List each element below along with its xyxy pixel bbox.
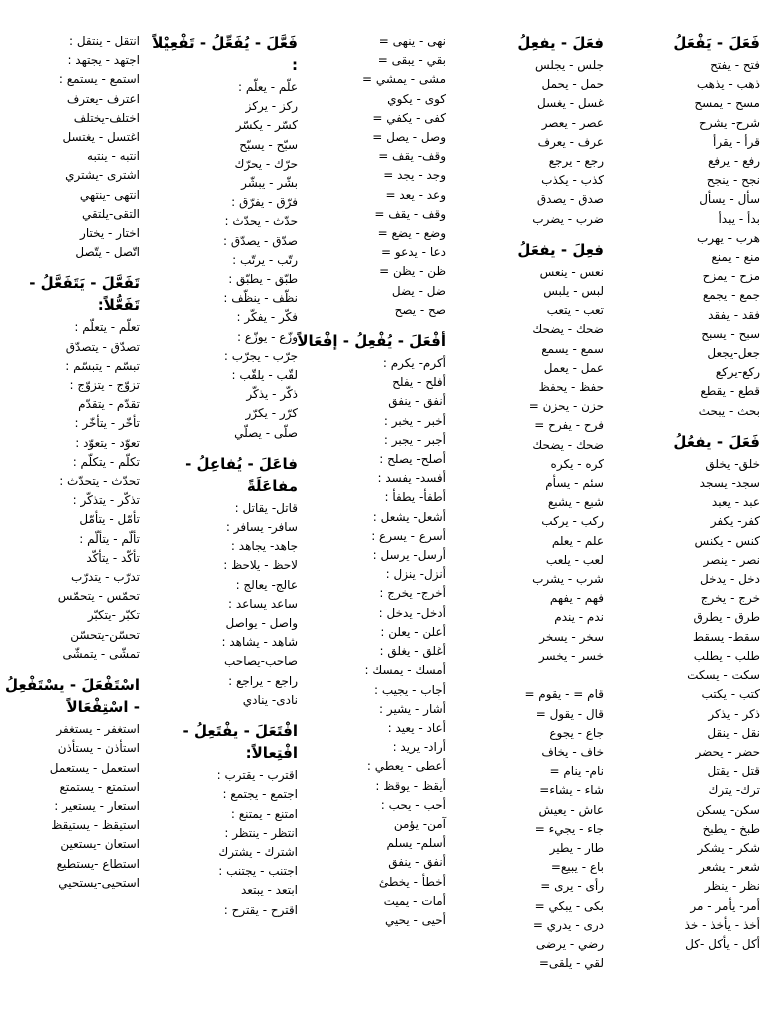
verb-pair: فتح - يفتح bbox=[710, 58, 760, 72]
verb-pair: شعر - يشعر bbox=[699, 860, 760, 875]
verb-pair: تأخّر - يتأخّر : bbox=[74, 416, 140, 431]
verb-pair: خاف - يخاف bbox=[541, 744, 604, 759]
verb-pair: نظر - ينظر bbox=[704, 879, 760, 894]
verb-pair: ساعد يساعد : bbox=[227, 596, 298, 611]
verb-pair: كفر- يكفر bbox=[710, 514, 760, 529]
verb-pair: تعلّم - يتعلّم : bbox=[74, 320, 140, 335]
verb-pair: عمل - يعمل bbox=[543, 360, 604, 375]
verb-pair: لعب - يلعب bbox=[545, 552, 604, 567]
verb-pair: حمل - يحمل bbox=[541, 77, 604, 92]
verb-pair: جلس - يجلس bbox=[534, 58, 604, 72]
verb-pair: أسرع - يسرع : bbox=[371, 528, 446, 543]
verb-pair: ظن - يظن = bbox=[379, 264, 446, 279]
verb-pair: قطع - يقطع bbox=[700, 384, 760, 399]
verb-pair: حفظ - يحفظ bbox=[538, 380, 604, 395]
verb-pair: قتل - يقتل bbox=[707, 764, 760, 779]
verb-pair: اجتنب - يجتنب : bbox=[218, 864, 298, 879]
verb-pair: أفسد- يفسد : bbox=[377, 471, 446, 486]
verb-pair: اجتهد - يجتهد : bbox=[67, 53, 140, 68]
verb-pair: فهم - يفهم bbox=[549, 591, 604, 606]
verb-pair: نظّف - ينظّف : bbox=[223, 291, 298, 306]
verb-pair: سخر - يسخر bbox=[539, 629, 604, 644]
verb-pattern-section bbox=[454, 32, 604, 229]
verb-pair: كنس - يكنس bbox=[694, 533, 760, 548]
verb-pair: اشترى -يشتري bbox=[65, 168, 140, 183]
verb-pair: مزح - يمزح bbox=[702, 269, 760, 284]
verb-pair: نصر - ينصر bbox=[703, 552, 760, 567]
verb-pair: تقدّم - يتقدّم bbox=[78, 397, 140, 412]
verb-pair: صدق - يصدق bbox=[536, 192, 604, 207]
verb-pair: أكرم- يكرم : bbox=[382, 356, 446, 371]
verb-pair: استمع - يستمع : bbox=[58, 72, 140, 87]
verb-pair: تصدّق - يتصدّق bbox=[65, 339, 140, 354]
verb-pair: نعس - ينعس bbox=[539, 264, 604, 279]
verb-pair: أخرج- يخرج : bbox=[379, 586, 446, 601]
column-2 bbox=[454, 32, 604, 983]
verb-pair: امتنع - يمتنع : bbox=[230, 806, 298, 821]
verb-pair: بقي - يبقى = bbox=[377, 53, 446, 68]
verb-pattern-section bbox=[296, 330, 446, 930]
verb-pair: استغفر - يستغفر bbox=[56, 722, 140, 737]
verb-pair: نجح - ينجح bbox=[706, 173, 760, 188]
verb-pair: أمسك - يمسك : bbox=[364, 663, 446, 678]
verb-pair: كفى - يكفي = bbox=[372, 110, 446, 125]
verb-pair: جاع - يجوع bbox=[549, 725, 604, 740]
verb-pair: هرب - يهرب bbox=[697, 230, 760, 245]
verb-pair: ذهب - يذهب bbox=[696, 77, 760, 92]
verb-pair: أفلح - يفلح bbox=[392, 375, 446, 390]
verb-pair: أنفق - ينفق bbox=[388, 394, 446, 409]
verb-pair: بكى - يبكي = bbox=[534, 898, 604, 913]
verb-pair: شاهد - يشاهد : bbox=[221, 635, 298, 650]
verb-pair: ندم - يندم bbox=[554, 610, 604, 625]
verb-pair: وزّع - يوزّع : bbox=[236, 329, 298, 344]
column-1 bbox=[610, 32, 760, 964]
verb-pair: ضرب - يضرب bbox=[532, 211, 604, 226]
verb-pair: سبح - يسبح bbox=[701, 326, 760, 341]
verb-pair: عصر - يعصر bbox=[541, 115, 604, 130]
verb-pair: صح - يصح bbox=[394, 302, 446, 317]
verb-pair: علّم - يعلّم : bbox=[237, 80, 298, 94]
verb-pair: سكت - يسكت bbox=[687, 668, 760, 683]
verb-pair: لقّب - يلقّب : bbox=[231, 368, 298, 383]
verb-pair: صاحب-يصاحب bbox=[224, 654, 298, 669]
verb-pair: باع - يبيع= bbox=[550, 860, 604, 875]
verb-pair: اقترب - يقترب : bbox=[216, 768, 298, 783]
pattern-heading: اسْتَفْعَلَ - يسْتَفْعِلُ - اسْتِفْعَالاً bbox=[4, 676, 140, 717]
verb-pair: سقط- يسقط bbox=[692, 629, 760, 644]
verb-pair: ترك- يترك bbox=[708, 783, 760, 798]
column-3 bbox=[296, 32, 446, 940]
verb-pair: جرّب - يجرّب : bbox=[223, 348, 298, 363]
verb-pair: رتّب - يرتّب : bbox=[232, 252, 298, 267]
pattern-heading: فعِلَ - يفعَلُ bbox=[517, 240, 604, 259]
verb-pair: أمر- يأمر - مر bbox=[690, 898, 760, 913]
verb-pair: أدخل- يدخل : bbox=[378, 605, 446, 620]
verb-pair: أشار - يشير : bbox=[379, 701, 446, 716]
pattern-heading: فَعَلَ - يَفْعَلُ bbox=[673, 34, 760, 52]
verb-pair: كره - يكره bbox=[550, 456, 604, 471]
verb-pair: رضي - يرضى bbox=[535, 936, 604, 951]
verb-pair: ضحك - يضحك bbox=[532, 437, 604, 452]
verb-pair: أشعل- يشعل : bbox=[372, 509, 446, 524]
column-4 bbox=[148, 32, 298, 930]
verb-pair: وضع - يضع = bbox=[377, 226, 446, 241]
verb-pattern-section bbox=[610, 32, 760, 421]
verb-pair: استمتع - يستمتع bbox=[59, 779, 140, 794]
verb-pattern-section bbox=[610, 431, 760, 954]
verb-pattern-section bbox=[148, 720, 298, 920]
verb-pair: رأى - يرى = bbox=[540, 879, 604, 894]
verb-pair: تحمّس - يتحمّس bbox=[57, 589, 140, 604]
verb-pair: نام- ينام = bbox=[549, 764, 604, 779]
verb-pair: تزوّج - يتزوّج : bbox=[69, 378, 140, 393]
verb-pair: شاء - يشاء= bbox=[539, 783, 604, 798]
verb-pair: آمن- يؤمن bbox=[393, 816, 446, 831]
verb-pair: أحب - يحب : bbox=[380, 797, 446, 812]
verb-pair: أحيى - يحيي bbox=[384, 912, 446, 927]
verb-pair: غسل - يغسل bbox=[537, 96, 604, 111]
verb-pair: تأمّل - يتأمّل bbox=[79, 512, 140, 527]
verb-pair: سكن- يسكن bbox=[696, 802, 760, 817]
verb-pair: أراد- يريد : bbox=[392, 740, 446, 755]
verb-pair: أجاب - يجيب : bbox=[373, 682, 446, 697]
verb-pair: حدّث - يحدّث : bbox=[224, 214, 298, 229]
verb-pair: أغلق - يغلق : bbox=[379, 644, 446, 659]
verb-pair: أعلن - يعلن : bbox=[380, 624, 446, 639]
verb-pair: حضر - يحضر bbox=[695, 744, 760, 759]
verb-pair: أجبر - يجبر : bbox=[383, 432, 446, 447]
verb-pair: استحيى-يستحيي bbox=[58, 875, 140, 890]
verb-pair: وجد - يجد = bbox=[383, 168, 446, 183]
verb-pattern-section bbox=[148, 32, 298, 443]
verb-pair: فرّق - يفرّق : bbox=[231, 195, 298, 210]
verb-pattern-section bbox=[4, 272, 140, 664]
verb-pair: أسلم- يسلم bbox=[386, 836, 446, 851]
pattern-heading: أفْعَلَ - يُفْعِلُ - إفْعَالاً bbox=[297, 332, 446, 351]
verb-pair: فقد - يفقد bbox=[708, 307, 760, 322]
verb-pair: واصل - يواصل bbox=[225, 616, 298, 631]
verb-pair: اعترف -يعترف bbox=[66, 91, 140, 106]
verb-pair: كذب - يكذب bbox=[541, 173, 604, 188]
verb-pair: أكل - يأكل -كل bbox=[685, 936, 760, 951]
verb-pair: تدرّب - يتدرّب bbox=[70, 570, 140, 585]
verb-pair: انتهى -ينتهي bbox=[79, 187, 140, 202]
verb-pair: عاش - يعيش bbox=[538, 802, 604, 817]
verb-pair: استأذن - يستأذن bbox=[57, 741, 140, 756]
verb-pair: كتب - يكتب bbox=[701, 687, 760, 702]
verb-pattern-section bbox=[4, 674, 140, 893]
verb-pair: أعاد - يعيد : bbox=[387, 720, 446, 735]
verb-pattern-section bbox=[4, 32, 140, 262]
verb-pair: استعمل - يستعمل bbox=[49, 760, 140, 775]
verb-pair: قال - يقول = bbox=[535, 706, 604, 721]
verb-pair: مسح - يمسح bbox=[694, 96, 760, 111]
verb-pair: بدأ - يبدأ bbox=[718, 211, 760, 226]
verb-pair: فكّر - يفكّر : bbox=[236, 310, 298, 325]
verb-pair: خسر - يخسر bbox=[538, 648, 604, 663]
verb-pair: تحدّث - يتحدّث : bbox=[59, 474, 140, 489]
verb-pair: كوى - يكوي bbox=[387, 91, 446, 106]
verb-pair: طرق - يطرق bbox=[693, 610, 760, 625]
verb-pair: دخل - يدخل bbox=[700, 572, 760, 587]
verb-pair: تحسّن-يتحسّن bbox=[70, 627, 140, 642]
verb-pair: ذكّر - يذكّر bbox=[246, 387, 298, 402]
verb-pair: استيقظ - يستيقظ bbox=[51, 818, 140, 833]
pattern-heading: فَعَّلَ - يُفَعِّلُ - تَفْعِيْلاً : bbox=[152, 34, 298, 74]
verb-pair: صلّى - يصلّي bbox=[234, 425, 298, 440]
verb-pair: منع - يمنع bbox=[711, 250, 760, 265]
verb-pair: تألّم - يتألّم : bbox=[79, 531, 140, 546]
pattern-heading: افْتَعَلَ - يفْتَعِلُ - افْتِعالاً: bbox=[182, 722, 298, 763]
verb-pair: كرّر - يكرّر bbox=[245, 406, 298, 421]
verb-pair: أمات - يميت bbox=[383, 893, 446, 908]
verb-pair: وقف - يقف = bbox=[374, 206, 446, 221]
verb-pair: اشترك - يشترك bbox=[218, 844, 298, 859]
verb-pair: تعوّد - يتعوّد : bbox=[75, 435, 140, 450]
verb-pair: ركع-يركع bbox=[715, 365, 760, 380]
verb-pair: وعد - يعد = bbox=[385, 187, 446, 202]
verb-pair: خرج - يخرج bbox=[700, 591, 760, 606]
verb-pair: أخطأ - يخطئ bbox=[378, 874, 446, 889]
verb-pair: ضحك - يضحك bbox=[532, 322, 604, 337]
verb-pair: خلق- يخلق bbox=[705, 456, 760, 471]
verb-pair: نقل - ينقل bbox=[707, 725, 760, 740]
verb-pair: سجد- يسجد bbox=[699, 476, 760, 491]
verb-pair: طار - يطير bbox=[549, 840, 604, 855]
verb-pair: أيقظ - يوقظ : bbox=[375, 778, 446, 793]
verb-pair: طبّق - يطبّق : bbox=[228, 272, 298, 287]
pattern-heading: فَعَلَ - يفعُلُ bbox=[673, 432, 760, 451]
verb-pair: ركب - يركب bbox=[541, 514, 604, 529]
verb-pair: ابتعد - يبتعد bbox=[240, 883, 298, 898]
verb-pair: أنفق - ينفق bbox=[388, 855, 446, 870]
verb-pair bbox=[454, 666, 604, 685]
verb-pair: عالج- يعالج : bbox=[235, 577, 298, 592]
verb-pair: بشّر - يبشّر bbox=[241, 176, 298, 191]
verb-pair: رفع - يرفع bbox=[708, 154, 760, 169]
verb-pattern-section bbox=[454, 239, 604, 974]
verb-pair: انتقل - ينتقل : bbox=[68, 34, 140, 48]
verb-pair: تبسّم - يتبسّم : bbox=[65, 358, 140, 373]
verb-pair: تكلّم - يتكلّم : bbox=[72, 454, 140, 469]
verb-pair: طلب - يطلب bbox=[693, 648, 760, 663]
verb-pair: أنزل- ينزل : bbox=[385, 567, 446, 582]
verb-pair: سمع - يسمع bbox=[541, 341, 604, 356]
verb-pair: لبس - يلبس bbox=[543, 284, 604, 299]
verb-pair: تمشّى - يتمشّى bbox=[62, 646, 140, 661]
verb-pair: أخبر - يخبر : bbox=[383, 413, 446, 428]
verb-pair: جمع - يجمع bbox=[702, 288, 760, 303]
verb-pair: طبخ - يطبخ bbox=[702, 821, 760, 836]
verb-pair: فرح - يفرح = bbox=[534, 418, 604, 433]
verb-pair: اختار - يختار bbox=[80, 226, 140, 241]
column-5 bbox=[4, 32, 140, 903]
verb-pair: قام = - يقوم = bbox=[524, 687, 604, 702]
verb-pair: لقي - يلقى= bbox=[538, 956, 604, 971]
verb-pair: أصلح- يصلح : bbox=[379, 452, 446, 467]
verb-pair: اختلف-يختلف bbox=[73, 110, 140, 125]
verb-pattern-section bbox=[296, 32, 446, 320]
verb-pair: حرّك - يحرّك bbox=[234, 156, 298, 171]
verb-pair: جاهد- يجاهد : bbox=[230, 539, 298, 554]
verb-pair: تذكّر - يتذكّر : bbox=[72, 493, 140, 508]
verb-pair: مشى - يمشي = bbox=[362, 72, 446, 87]
verb-pair: شرب - يشرب bbox=[532, 572, 604, 587]
verb-pair: تكبّر -يتكبّر bbox=[87, 608, 140, 623]
verb-pair: عرف - يعرف bbox=[537, 134, 604, 149]
verb-pair: لاحظ - يلاحظ : bbox=[223, 558, 298, 573]
verb-pair: تعب - يتعب bbox=[546, 303, 604, 318]
verb-pair: سئم - يسأم bbox=[545, 476, 604, 491]
verb-pair: سبّح - يسبّح bbox=[239, 137, 298, 152]
verb-pair: استعان -يستعين bbox=[60, 837, 140, 852]
verb-pair: قاتل- يقاتل : bbox=[234, 500, 298, 515]
pattern-heading: فاعَلَ - يُفاعِلُ - مفاعَلَةً bbox=[185, 454, 298, 495]
verb-pair: شبع - يشبع bbox=[547, 495, 604, 510]
verb-pair: اقترح - يقترح : bbox=[223, 902, 298, 917]
verb-pair: أرسل- يرسل : bbox=[372, 548, 446, 563]
verb-pair: نادى- ينادي bbox=[242, 692, 298, 707]
verb-pattern-section bbox=[148, 453, 298, 710]
verb-pair: استطاع -يستطيع bbox=[56, 856, 140, 871]
verb-pair: اتّصل - يتّصل bbox=[75, 245, 140, 260]
verb-pair: ركز - يركز bbox=[245, 99, 298, 114]
verb-pair: حزن - يحزن = bbox=[528, 399, 604, 414]
verb-pair: انتظر - ينتظر : bbox=[224, 825, 298, 840]
verb-pair: رجع - يرجع bbox=[548, 154, 604, 169]
verb-pair: سافر- يسافر : bbox=[225, 520, 298, 535]
verb-pair: درى - يدري = bbox=[532, 917, 604, 932]
verb-pair: جعل-يجعل bbox=[707, 346, 760, 361]
verb-pair: انتبه - ينتبه bbox=[87, 149, 140, 164]
verb-pair: أطفأ- يطفأ : bbox=[384, 490, 446, 505]
pattern-heading: تَفَعَّلَ - يَتَفَعَّلُ - تَفَعُّلاً: bbox=[29, 274, 140, 315]
verb-pair: نهى - ينهى = bbox=[378, 34, 446, 48]
verb-pair: اجتمع - يجتمع : bbox=[222, 787, 298, 802]
verb-pair: وصل - يصل = bbox=[372, 130, 446, 145]
verb-pair: قرأ - يقرأ bbox=[712, 134, 760, 149]
verb-pair: علم - يعلم bbox=[551, 533, 604, 548]
verb-pair: صدّق - يصدّق : bbox=[223, 233, 298, 248]
verb-pair: التقى-يلتقي bbox=[81, 206, 140, 221]
verb-pair: وقف- يقف = bbox=[378, 149, 446, 164]
pattern-heading: فعَلَ - يفعِلُ bbox=[517, 34, 604, 52]
verb-pair: ذكر - يذكر bbox=[708, 706, 760, 721]
verb-pair: شكر - يشكر bbox=[697, 840, 760, 855]
verb-pair: بحث - يبحث bbox=[698, 403, 760, 418]
verb-pair: أخذ - يأخذ - خذ bbox=[684, 917, 760, 932]
verb-pair: ضل - يضل bbox=[391, 283, 446, 298]
verb-pair: استعار - يستعير : bbox=[54, 798, 140, 813]
verb-pair: أعطى - يعطي : bbox=[366, 759, 446, 774]
verb-pair: راجع - يراجع : bbox=[228, 673, 298, 688]
verb-pair: كسّر - يكسّر bbox=[235, 118, 298, 133]
verb-pair: جاء - يجيء = bbox=[534, 821, 604, 836]
verb-pair: اغتسل - يغتسل bbox=[62, 130, 140, 145]
verb-pair: سأل - يسأل bbox=[699, 192, 760, 207]
verb-pair: تأكّد - يتأكّد bbox=[86, 550, 140, 565]
verb-pair: دعا - يدعو = bbox=[381, 245, 446, 260]
verb-pair: عبد - يعبد bbox=[711, 495, 760, 510]
verb-pair: شرح- يشرح bbox=[699, 115, 760, 130]
